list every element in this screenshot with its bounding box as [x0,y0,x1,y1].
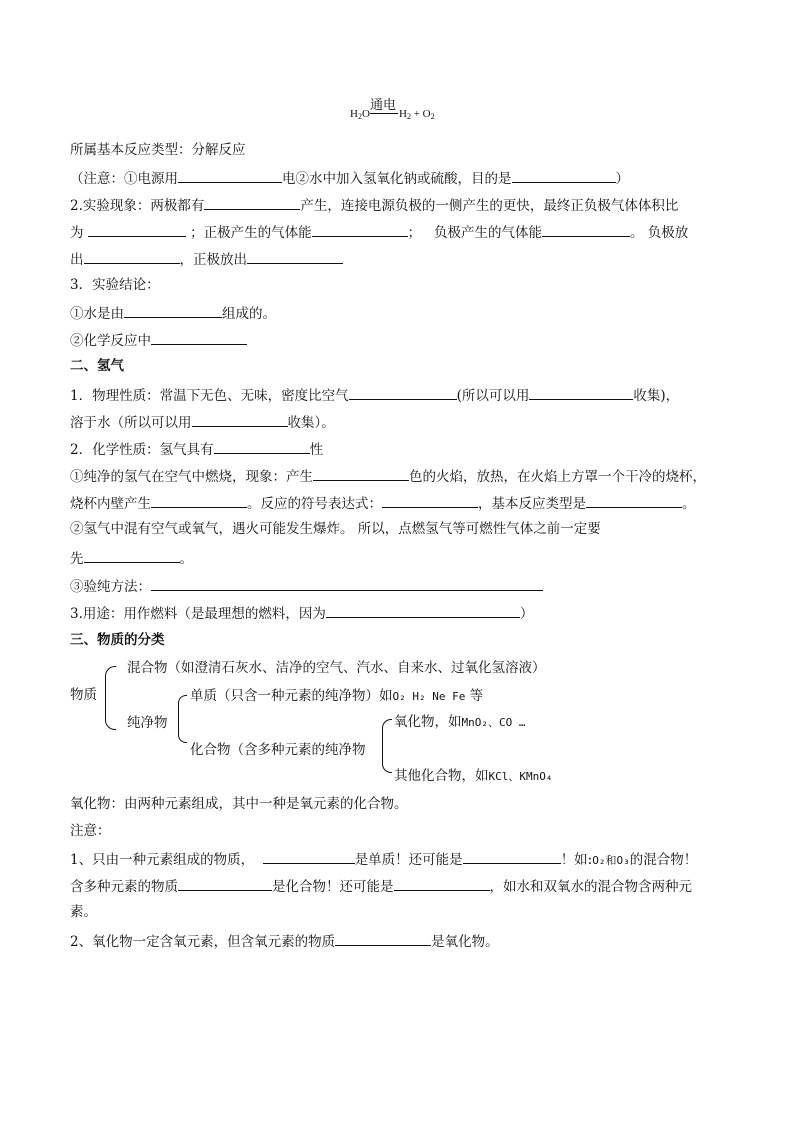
purity-test-line: ③验纯方法： [70,576,543,596]
blank-field[interactable] [214,439,310,454]
blank-field[interactable] [313,466,409,481]
tree-other-compound: 其他化合物，如KCl、KMnO₄ [394,768,553,784]
combustion-line: ①纯净的氢气在空气中燃烧，现象：产生 色的火焰，放热，在火焰上方罩一个干冷的烧杯， [70,466,706,486]
tree-mixture: 混合物（如澄清石灰水、洁净的空气、汽水、自来水、过氧化氢溶液） [127,660,546,676]
brace-compound [382,719,392,773]
tree-element: 单质（只含一种元素的纯净物）如O₂ H₂ Ne Fe 等 [190,688,484,704]
conclusion-line-1: ①水是由 组成的。 [70,303,276,323]
attention-label: 注意： [70,823,111,839]
physical-property-line-2: 溶于水（所以可以用 收集）。 [70,412,335,432]
usage-line: 3.用途：用作燃料（是最理想的燃料，因为 ） [70,603,533,623]
note-line-3: 素。 [70,904,97,920]
blank-field[interactable] [335,931,431,946]
blank-field[interactable] [542,222,630,237]
blank-field[interactable] [204,195,300,210]
phenomenon-line-3: 出 ，正极放出 [70,249,343,269]
blank-field[interactable] [84,548,180,563]
blank-field[interactable] [192,412,288,427]
brace-root [105,666,116,730]
blank-field[interactable] [394,876,490,891]
blank-field[interactable] [178,168,282,183]
tree-compound: 化合物（含多种元素的纯净物 [190,742,366,758]
reactant-water: $H_2O$ [350,108,370,121]
blank-field[interactable] [529,385,633,400]
blank-field[interactable] [463,849,561,864]
blank-field[interactable] [312,222,408,237]
conclusion-line-2: ②化学反应中 [70,330,247,350]
oxide-definition: 氧化物：由两种元素组成，其中一种是氧元素的化合物。 [70,796,408,812]
blank-field[interactable] [151,576,543,591]
blank-field[interactable] [586,493,682,508]
note-line-2: 含多种元素的物质 是化合物！还可能是 ，如水和双氧水的混合物含两种元 [70,876,692,896]
tree-pure-substance: 纯净物 [127,715,168,731]
brace-pure [178,695,187,743]
explosion-warning-line-2: 先 。 [70,548,193,568]
blank-field[interactable] [326,603,520,618]
blank-field[interactable] [247,249,343,264]
blank-field[interactable] [382,493,478,508]
blank-field[interactable] [151,493,247,508]
reaction-condition: 通电 [370,98,397,113]
tree-root: 物质 [70,687,97,703]
blank-field[interactable] [349,385,457,400]
phenomenon-line: 2.实验现象：两极都有 产生，连接电源负极的一侧产生的更快，最终正负极气体体积比 [70,195,678,215]
reaction-arrow-line [370,113,398,114]
note-line: （注意：①电源用 电②水中加入氢氧化钠或硫酸，目的是 ） [70,168,629,188]
note-line-4: 2、氧化物一定含氧元素，但含氧元素的物质 是氧化物。 [70,931,499,951]
blank-field[interactable] [88,222,186,237]
blank-field[interactable] [178,876,272,891]
tree-oxide: 氧化物，如MnO₂、CO … [394,714,526,730]
blank-field[interactable] [124,303,222,318]
blank-field[interactable] [84,249,180,264]
blank-field[interactable] [512,168,616,183]
blank-field[interactable] [151,330,247,345]
section-classification-title: 三、物质的分类 [70,632,165,648]
section-hydrogen-title: 二、氢气 [70,358,124,374]
conclusion-heading: 3．实验结论： [70,277,160,293]
products: $H_2 + O_2$ [399,108,435,121]
chemical-property-line: 2．化学性质：氢气具有 性 [70,439,323,459]
note-line-1: 1、只由一种元素组成的物质， 是单质！还可能是 ！如:O₂和O₃的混合物！ [70,849,697,870]
reaction-type-line: 所属基本反应类型：分解反应 [70,142,246,158]
phenomenon-line-2: 为 ；正极产生的气体能 ； 负极产生的气体能 。 负极放 [70,222,688,242]
combustion-line-2: 烧杯内壁产生 。反应的符号表达式： ，基本反应类型是 。 [70,493,696,513]
physical-property-line: 1．物理性质：常温下无色、无味，密度比空气 (所以可以用 收集)， [70,385,679,405]
explosion-warning-line: ②氢气中混有空气或氧气，遇火可能发生爆炸。 所以，点燃氢气等可燃性气体之前一定要 [70,521,601,537]
blank-field[interactable] [263,849,355,864]
